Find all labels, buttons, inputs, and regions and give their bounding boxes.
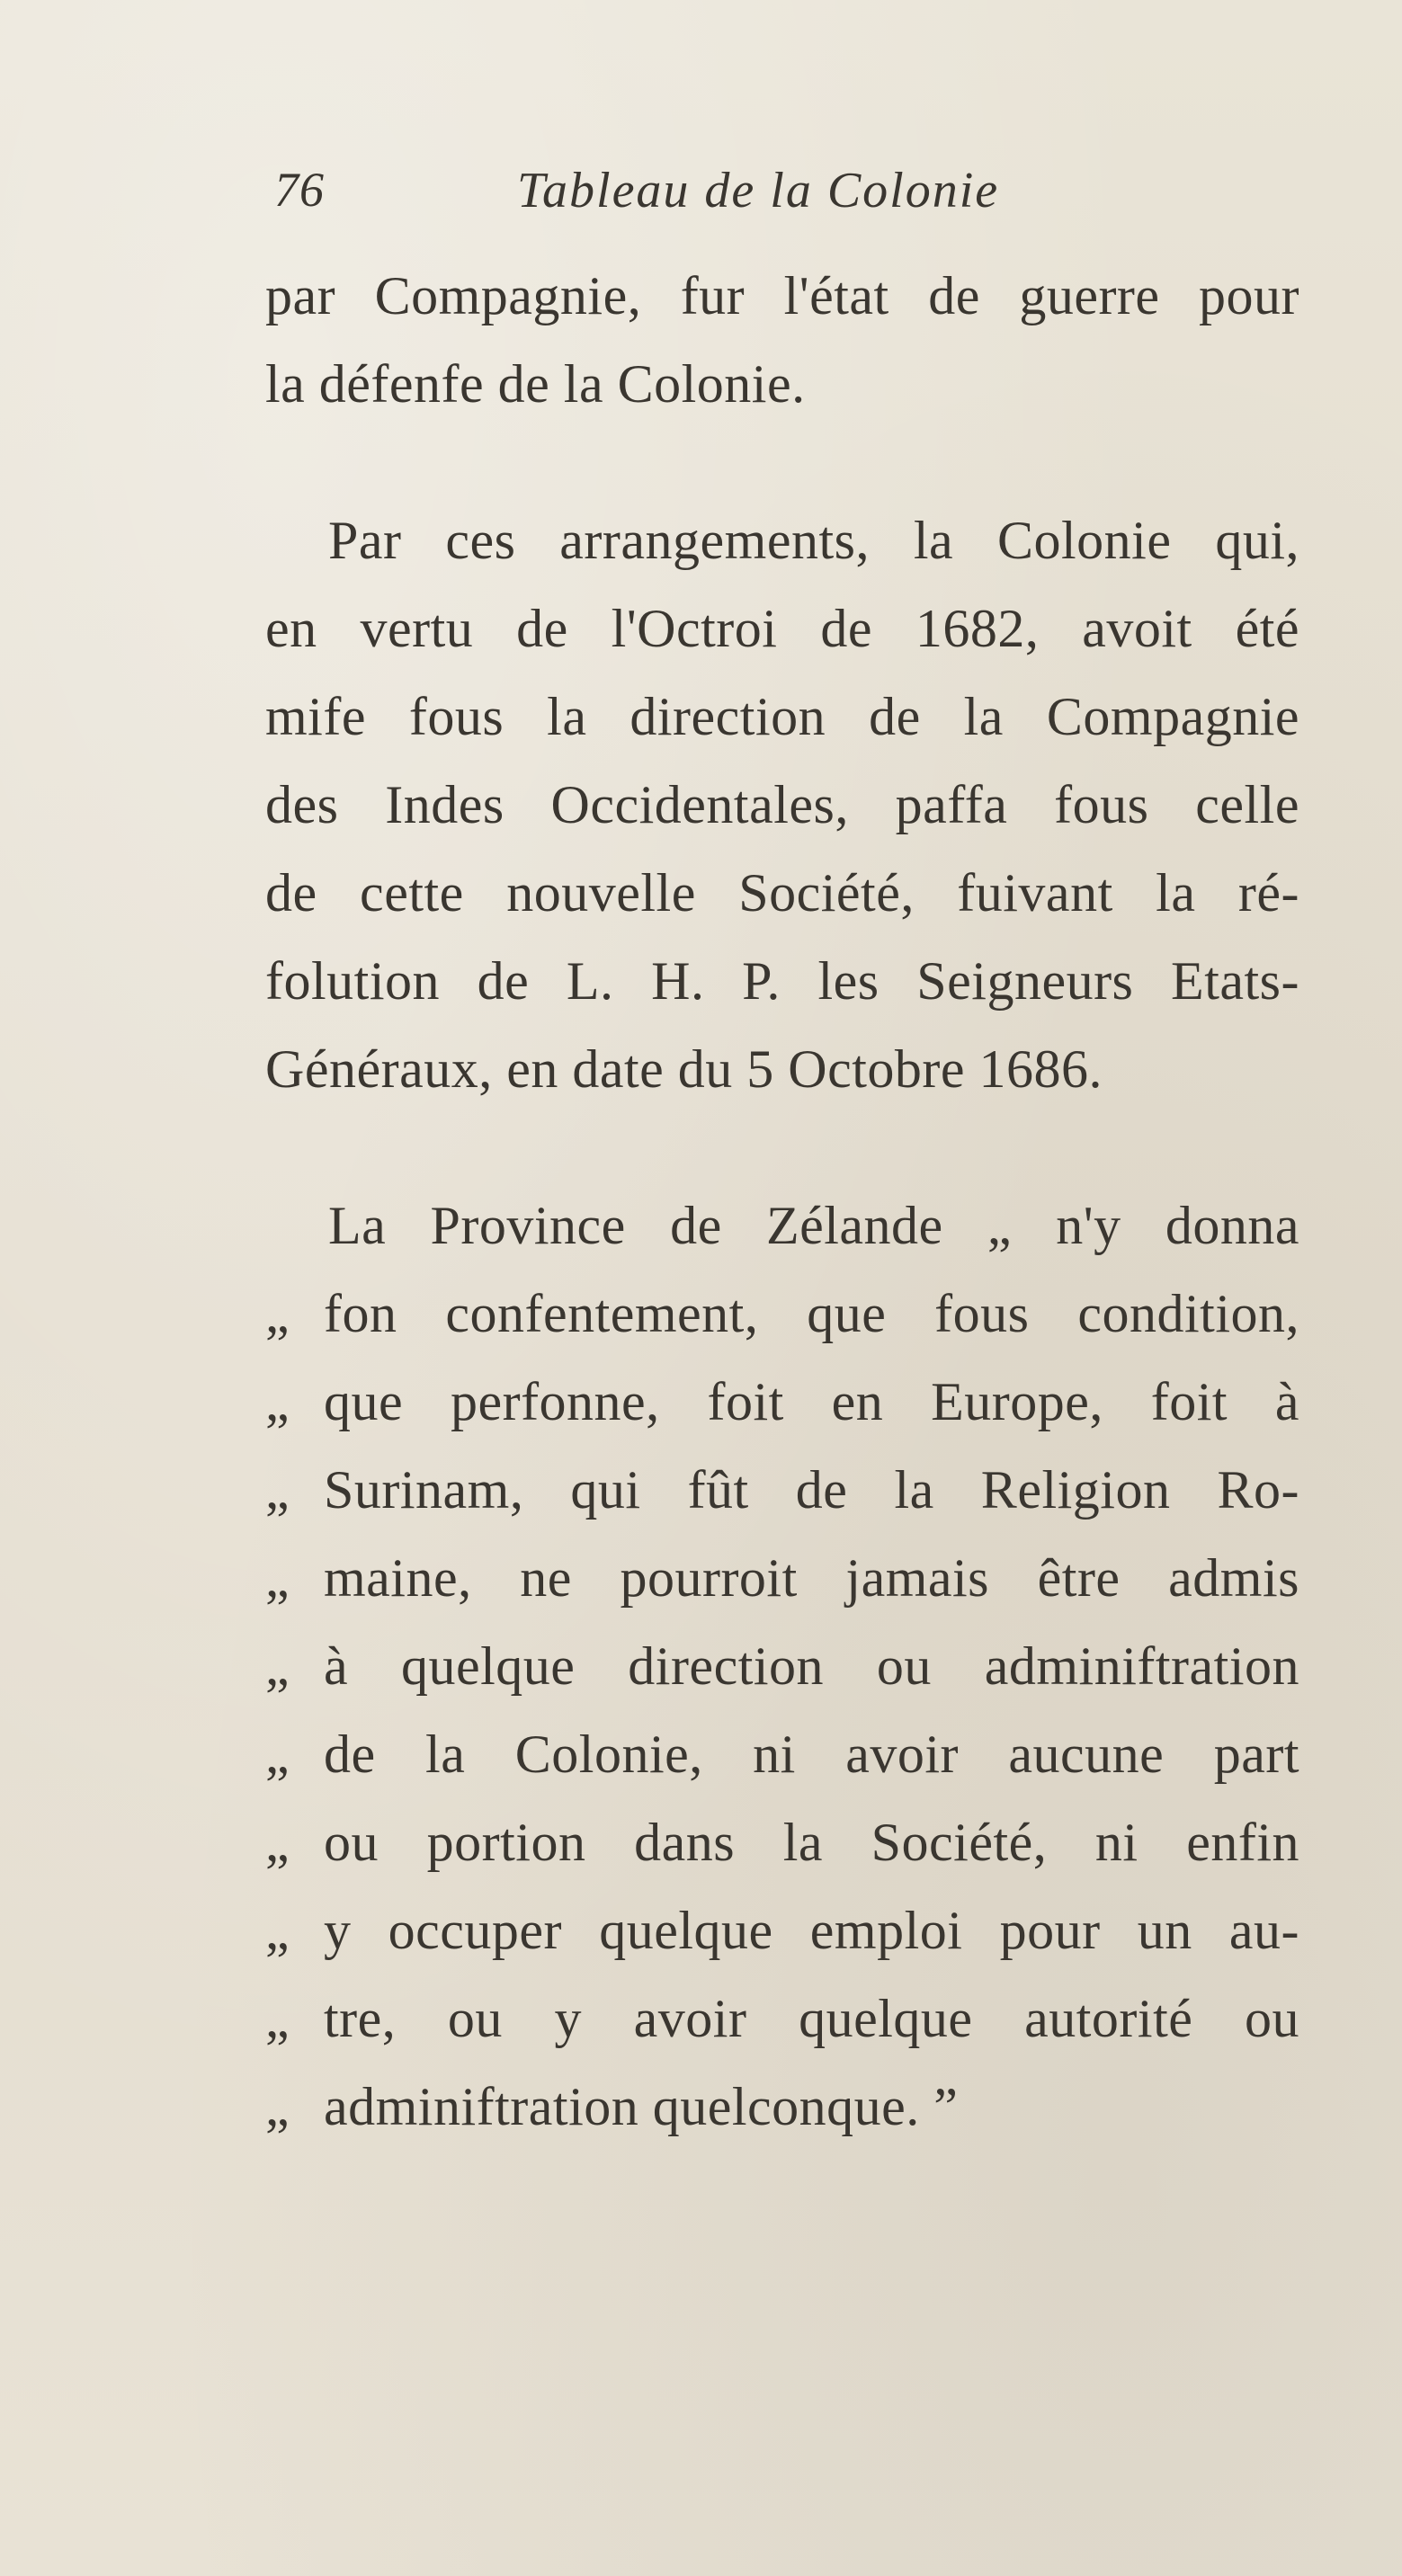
text-line: de cette nouvelle Société, fuivant la ré- xyxy=(265,863,1299,923)
quote-mark: „ xyxy=(265,2077,290,2136)
quoted-text: à quelque direction ou adminiftration xyxy=(324,1636,1299,1696)
quote-mark: „ xyxy=(265,1901,290,1960)
quote-mark: „ xyxy=(265,1284,290,1343)
quoted-text: que perfonne, foit en Europe, foit à xyxy=(324,1372,1299,1431)
text-line: mife fous la direction de la Compagnie xyxy=(265,687,1299,746)
text-line: Généraux, en date du 5 Octobre 1686. xyxy=(265,1039,1103,1099)
paragraph-gap xyxy=(265,428,1299,496)
quoted-text: fon confentement, que fous condition, xyxy=(324,1284,1299,1343)
page-number: 76 xyxy=(274,163,325,217)
text-line: par Compagnie, fur l'état de guerre pour xyxy=(265,266,1299,325)
quoted-line xyxy=(265,1534,1299,1622)
quote-mark: „ xyxy=(265,1813,290,1872)
quote-mark: „ xyxy=(265,1460,290,1520)
quoted-text: Surinam, qui fût de la Religion Ro- xyxy=(324,1460,1299,1520)
quoted-line xyxy=(265,1710,1299,1798)
quoted-text: ou portion dans la Société, ni enfin xyxy=(324,1813,1299,1872)
text-line: la défenfe de la Colonie. xyxy=(265,354,806,414)
text-line: La Province de Zélande „ n'y donna xyxy=(328,1196,1299,1255)
quoted-line xyxy=(265,1622,1299,1710)
paragraph-3 xyxy=(265,1181,1299,2151)
quoted-line xyxy=(265,1358,1299,1446)
quoted-line xyxy=(265,1446,1299,1534)
text-line: des Indes Occidentales, paffa fous celle xyxy=(265,775,1299,834)
quote-mark: „ xyxy=(265,1725,290,1784)
quoted-text: y occuper quelque emploi pour un au- xyxy=(324,1901,1299,1960)
quote-mark: „ xyxy=(265,1636,290,1696)
quoted-line xyxy=(265,1974,1299,2063)
quoted-line xyxy=(265,1270,1299,1358)
quoted-line xyxy=(265,2063,1299,2151)
quote-mark: „ xyxy=(265,1989,290,2048)
body-text xyxy=(265,252,1299,2151)
quoted-line xyxy=(265,1798,1299,1886)
paragraph-gap xyxy=(265,1113,1299,1181)
paragraph-1 xyxy=(265,252,1299,428)
page-header xyxy=(274,162,1084,234)
quoted-text: maine, ne pourroit jamais être admis xyxy=(324,1548,1299,1608)
quoted-text: de la Colonie, ni avoir aucune part xyxy=(324,1725,1299,1784)
quote-mark: „ xyxy=(265,1548,290,1608)
quote-mark: „ xyxy=(265,1372,290,1431)
running-title: Tableau de la Colonie xyxy=(517,163,1000,218)
paragraph-2 xyxy=(265,496,1299,1113)
quoted-line xyxy=(265,1886,1299,1974)
text-line: folution de L. H. P. les Seigneurs Etats- xyxy=(265,951,1299,1011)
text-line: Par ces arrangements, la Colonie qui, xyxy=(328,511,1299,570)
quoted-text: adminiftration quelconque. ” xyxy=(324,2077,959,2136)
text-line: en vertu de l'Octroi de 1682, avoit été xyxy=(265,599,1299,658)
quoted-text: tre, ou y avoir quelque autorité ou xyxy=(324,1989,1299,2048)
